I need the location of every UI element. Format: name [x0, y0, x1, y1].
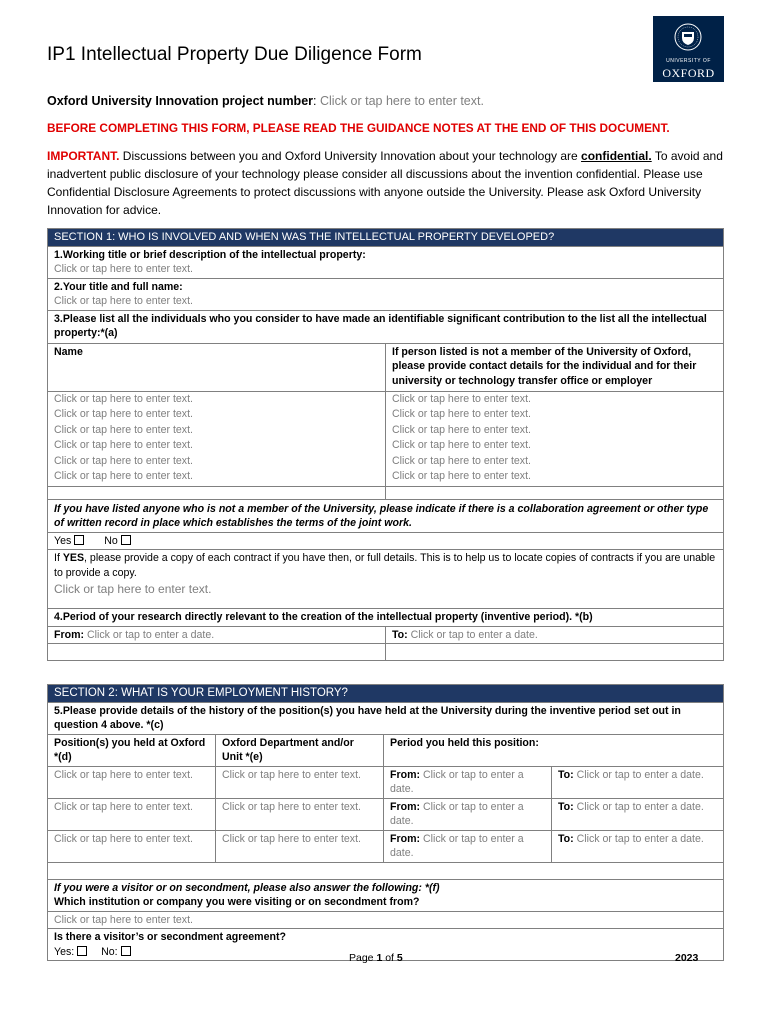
from-date-field[interactable]: Click or tap to enter a date. — [390, 768, 524, 795]
q5-label: 5.Please provide details of the history of the position(s) you have held at the University during the inventive period set out in question 4 above. *(c) — [54, 704, 681, 731]
to-label: To: — [392, 628, 408, 641]
to-date-field[interactable]: Click or tap to enter a date. — [410, 628, 538, 641]
page-of: of — [382, 952, 397, 964]
guidance-warning: BEFORE COMPLETING THIS FORM, PLEASE READ THE GUIDANCE NOTES AT THE END OF THIS DOCUMENT. — [47, 121, 670, 135]
agreement-no-checkbox[interactable] — [121, 946, 131, 956]
q1-label: 1.Working title or brief description of the intellectual property: — [54, 248, 366, 261]
to-label: To: — [558, 800, 574, 813]
yes-checkbox[interactable] — [74, 535, 84, 545]
intro-text-2: To avoid and inadvertent public disclosure of your technology please consider all discussions about the invention confidential. Please use Confidential Disclosure Agreements to protect discussions with anyone outside the University. Please ask Oxford University Innovation for advice. — [47, 149, 723, 217]
section2-table — [47, 684, 724, 961]
logo-university-of: UNIVERSITY OF — [666, 58, 711, 64]
contributor-name-field[interactable]: Click or tap here to enter text. — [54, 423, 193, 436]
contributor-contact-field[interactable]: Click or tap here to enter text. — [392, 454, 531, 467]
logo-oxford: OXFORD — [662, 66, 715, 80]
intro-paragraph — [47, 147, 727, 219]
section2-header: SECTION 2: WHAT IS YOUR EMPLOYMENT HISTORY? — [48, 685, 724, 703]
to-date-field[interactable]: Click or tap to enter a date. — [576, 832, 704, 845]
contributor-name-field[interactable]: Click or tap here to enter text. — [54, 408, 193, 420]
dept-field[interactable]: Click or tap here to enter text. — [216, 766, 384, 798]
contributor-name-field[interactable]: Click or tap here to enter text. — [54, 470, 193, 482]
page-label: Page — [349, 952, 377, 964]
page-total: 5 — [396, 952, 403, 964]
if-yes-word: YES — [62, 552, 85, 564]
oxford-crest-icon — [673, 22, 703, 56]
project-number-field[interactable]: Click or tap here to enter text. — [319, 94, 484, 108]
col-contact-header: If person listed is not a member of the University of Oxford, please provide contact details for the individual and for their university or technology transfer office or employer — [386, 343, 724, 391]
oxford-logo — [653, 16, 724, 82]
section1-header: SECTION 1: WHO IS INVOLVED AND WHEN WAS THE INTELLECTUAL PROPERTY DEVELOPED? — [48, 229, 724, 247]
to-date-field[interactable]: Click or tap to enter a date. — [576, 768, 704, 781]
position-field[interactable]: Click or tap here to enter text. — [48, 830, 216, 862]
project-number-colon: : — [313, 94, 317, 108]
if-prefix: If — [54, 552, 63, 564]
col-name-header: Name — [48, 343, 386, 391]
agreement-question: Is there a visitor’s or secondment agreement? — [54, 931, 286, 943]
from-date-field[interactable]: Click or tap to enter a date. — [390, 800, 524, 827]
page-title: IP1 Intellectual Property Due Diligence Form — [47, 44, 422, 65]
col-dept-header: Oxford Department and/or Unit *(e) — [216, 734, 384, 766]
position-field[interactable]: Click or tap here to enter text. — [48, 766, 216, 798]
intro-text-1: Discussions between you and Oxford University Innovation about your technology are — [119, 149, 582, 163]
contributor-contact-field[interactable]: Click or tap here to enter text. — [392, 392, 531, 405]
col-period-header: Period you held this position: — [384, 734, 724, 766]
from-date-field[interactable]: Click or tap to enter a date. — [86, 628, 215, 641]
from-label: From: — [390, 832, 421, 845]
contributor-name-field[interactable]: Click or tap here to enter text. — [54, 454, 193, 467]
from-label: From: — [390, 768, 421, 781]
contributor-contact-field[interactable]: Click or tap here to enter text. — [392, 423, 531, 436]
collab-question: If you have listed anyone who is not a member of the University, please indicate if there is a collaboration agreement or other type of written record in place which establishes the terms of the joint work. — [54, 502, 709, 529]
institution-question: Which institution or company you were visiting or on secondment from? — [54, 896, 420, 908]
q2-field[interactable]: Click or tap here to enter text. — [54, 295, 193, 307]
agreement-yes-checkbox[interactable] — [77, 946, 87, 956]
q4-label: 4.Period of your research directly relevant to the creation of the intellectual property (inventive period). *(b) — [54, 611, 593, 623]
contract-details-field[interactable]: Click or tap here to enter text. — [54, 582, 212, 596]
contributor-name-field[interactable]: Click or tap here to enter text. — [54, 392, 193, 405]
if-yes-instructions — [54, 551, 717, 580]
project-number-label: Oxford University Innovation project number — [47, 94, 314, 108]
yes-label: Yes — [54, 534, 72, 547]
q3-label: 3.Please list all the individuals who you consider to have made an identifiable significant contribution to the list all the intellectual property:*(a) — [54, 312, 707, 339]
from-label: From: — [390, 800, 421, 813]
q2-label: 2.Your title and full name: — [54, 280, 183, 293]
no-checkbox[interactable] — [121, 535, 131, 545]
agreement-yes-label: Yes: — [54, 945, 75, 958]
contributor-contact-field[interactable]: Click or tap here to enter text. — [392, 470, 531, 482]
no-label: No — [104, 534, 118, 547]
contributor-contact-field[interactable]: Click or tap here to enter text. — [392, 408, 531, 420]
from-date-field[interactable]: Click or tap to enter a date. — [390, 832, 524, 859]
visitor-question: If you were a visitor or on secondment, please also answer the following: *(f) — [54, 881, 440, 894]
institution-field[interactable]: Click or tap here to enter text. — [48, 911, 724, 929]
page-current: 1 — [376, 952, 383, 964]
dept-field[interactable]: Click or tap here to enter text. — [216, 798, 384, 830]
page-number — [349, 952, 403, 964]
to-label: To: — [558, 768, 574, 781]
q1-field[interactable]: Click or tap here to enter text. — [54, 263, 193, 275]
agreement-no-label: No: — [101, 945, 118, 958]
position-field[interactable]: Click or tap here to enter text. — [48, 798, 216, 830]
contributor-name-field[interactable]: Click or tap here to enter text. — [54, 439, 193, 451]
project-number-line — [47, 94, 484, 108]
to-date-field[interactable]: Click or tap to enter a date. — [576, 800, 704, 813]
footer-year: 2023 — [675, 952, 699, 964]
confidential-word: confidential. — [581, 149, 652, 163]
from-label: From: — [54, 628, 85, 641]
to-label: To: — [558, 832, 574, 845]
dept-field[interactable]: Click or tap here to enter text. — [216, 830, 384, 862]
section1-table — [47, 228, 724, 661]
col-position-header: Position(s) you held at Oxford *(d) — [48, 734, 216, 766]
contributor-contact-field[interactable]: Click or tap here to enter text. — [392, 439, 531, 451]
important-label: IMPORTANT. — [47, 149, 120, 163]
if-yes-text: , please provide a copy of each contract if you have then, or full details. This is to help us to locate copies of contracts if you are unable to provide a copy. — [54, 552, 716, 579]
